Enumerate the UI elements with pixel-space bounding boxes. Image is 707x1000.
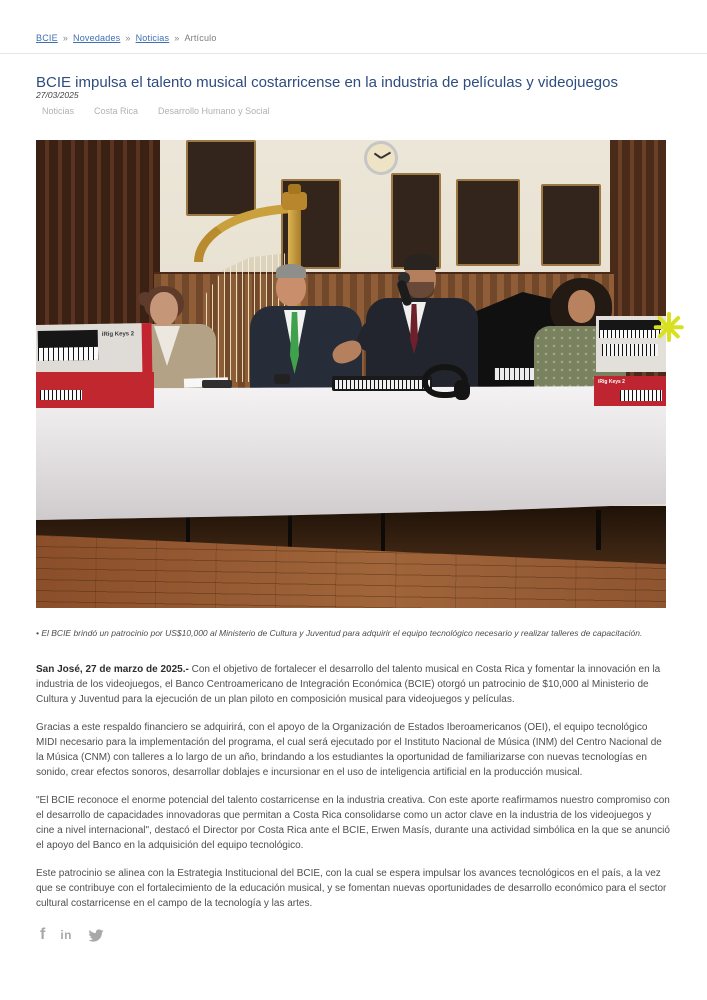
keyboard-box-graphic (620, 390, 662, 401)
breadcrumb-separator: » (125, 33, 131, 43)
keyboard-box-right-red (594, 376, 666, 406)
paragraph: Este patrocinio se alinea con la Estrategia Institucional del BCIE, con la cual se espera impulsar los avances tecnológicos en el país, a la vez que se contribuye con el fortalecimiento de la educación musical, y se fomentan nuevas oportunidades de desarrollo económico para el sector cultural costarricense en el campo de la tecnología y las artes. (36, 868, 667, 909)
twitter-share-icon[interactable] (87, 928, 105, 943)
acoustic-panel (456, 179, 520, 266)
photo-caption: • El BCIE brindó un patrocinio por US$10,000 al Ministerio de Cultura y Juventud para adquirir el equipo tecnológico necesario y realizar talleres de capacitación. (36, 628, 643, 638)
keyboard-box-left (36, 323, 152, 375)
acoustic-panel (541, 184, 601, 266)
keyboard-box-graphic (40, 390, 82, 400)
wall-clock (364, 141, 398, 175)
keyboard-box-label: iRig Keys 2 (598, 379, 625, 385)
smartphone (202, 380, 232, 388)
harp-cap (288, 184, 301, 194)
breadcrumb-link-noticias[interactable]: Noticias (135, 33, 170, 43)
tag-noticias[interactable]: Noticias (42, 106, 75, 116)
breadcrumb-current: Artículo (184, 33, 217, 43)
breadcrumb-separator: » (174, 33, 180, 43)
article-date: 27/03/2025 (36, 90, 79, 100)
breadcrumb (36, 33, 217, 43)
press-conference-photo (36, 140, 666, 608)
keyboard-box-graphic (602, 344, 658, 356)
audio-recorder (274, 374, 290, 384)
linkedin-share-icon[interactable]: in (60, 928, 72, 942)
headphones-earcup (454, 380, 470, 400)
woman1-face (150, 292, 178, 326)
man1-hair (276, 264, 306, 278)
keyboard-box-left-red (36, 372, 154, 408)
social-share-bar (40, 926, 105, 944)
keyboard-box-graphic (38, 330, 99, 361)
bcie-asterisk-icon (652, 310, 686, 344)
article-photo-wrap (36, 140, 666, 608)
paragraph: "El BCIE reconoce el enorme potencial del talento costarricense en la industria creativa. Con este aporte reafirmamos nuestro compromiso con el desarrollo de capacidades innovadoras que permitan a Costa Rica consolidarse como un actor clave en la industria de los videojuegos y cine a nivel internacional", destacó el Director por Costa Rica ante el BCIE, Erwen Masís, durante una actividad simbólica en la que se anunció el apoyo del Banco en la adquisición del equipo tecnológico. (36, 795, 670, 851)
chair-leg (381, 508, 385, 552)
chair-leg (596, 510, 601, 550)
facebook-share-icon[interactable]: f (40, 926, 46, 943)
tag-list (42, 106, 270, 116)
tag-desarrollo-humano[interactable]: Desarrollo Humano y Social (158, 106, 270, 116)
midi-keyboard-keys (334, 380, 430, 389)
chair-leg (288, 510, 292, 552)
header-divider (0, 53, 707, 54)
harp-crown (282, 192, 307, 210)
keyboard-box-label: iRig Keys 2 (101, 331, 135, 338)
paragraph: San José, 27 de marzo de 2025.- Con el objetivo de fortalecer el desarrollo del talento musical en Costa Rica y fomentar la innovación en la industria de los videojuegos, el Banco Centroamericano de Integración Económica (BCIE) otorgó un patrocinio de $10,000 al Ministerio de Cultura y Juventud para la ejecución de un plan piloto en composición musical para videojuegos y películas. (36, 664, 661, 705)
tag-costa-rica[interactable]: Costa Rica (94, 106, 139, 116)
paragraph-lead: San José, 27 de marzo de 2025.- (36, 664, 189, 675)
breadcrumb-link-novedades[interactable]: Novedades (73, 33, 121, 43)
breadcrumb-link-bcie[interactable]: BCIE (36, 33, 58, 43)
article-body (36, 662, 670, 924)
man2-hair (404, 254, 436, 270)
page-title: BCIE impulsa el talento musical costarricense en la industria de películas y videojuegos (36, 74, 618, 92)
breadcrumb-separator: » (62, 33, 69, 43)
paragraph: Gracias a este respaldo financiero se adquirirá, con el apoyo de la Organización de Estados Iberoamericanos (OEI), el equipo tecnológico MIDI necesario para la implementación del programa, el cual será ejecutado por el Instituto Nacional de Música (INM) del Centro Nacional de la Música (CNM) con talleres a lo largo de un año, brindando a los estudiantes la oportunidad de familiarizarse con nuevas tecnologías en sonido, crear efectos sonoros, desarrollar doblajes e incursionar en el uso de inteligencia artificial en la producción musical. (36, 722, 662, 778)
woman2-face (568, 290, 595, 323)
acoustic-panel (186, 140, 256, 216)
